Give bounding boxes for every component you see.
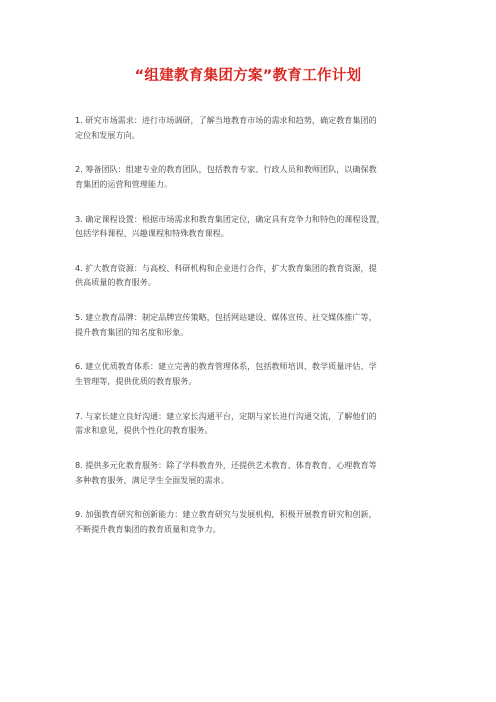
- plan-item-1: [75, 113, 435, 142]
- plan-item-line: 提升教育集团的知名度和形象。: [75, 326, 189, 337]
- plan-item-line: 2. 筹备团队：组建专业的教育团队，包括教育专家、行政人员和教师团队，以确保教: [75, 164, 377, 175]
- plan-item-2: [75, 162, 435, 191]
- plan-item-4: [75, 261, 435, 290]
- plan-item-6: [75, 359, 435, 388]
- plan-item-7: [75, 409, 435, 438]
- plan-item-line: 9. 加强教育研究和创新能力：建立教育研究与发展机构，积极开展教育研究和创新，: [75, 509, 377, 520]
- plan-item-line: 6. 建立优质教育体系：建立完善的教育管理体系，包括教师培训、教学质量评估、学: [75, 361, 377, 372]
- plan-item-line: 多种教育服务，满足学生全面发展的需求。: [75, 474, 229, 485]
- document-title: “组建教育集团方案”教育工作计划: [134, 68, 362, 84]
- plan-item-line: 8. 提供多元化教育服务：除了学科教育外，还提供艺术教育、体育教育、心理教育等: [75, 460, 377, 471]
- plan-item-line: 定位和发展方向。: [75, 129, 140, 140]
- plan-item-line: 5. 建立教育品牌：制定品牌宣传策略，包括网站建设、媒体宣传、社交媒体推广等，: [75, 312, 377, 323]
- plan-item-line: 需求和意见，提供个性化的教育服务。: [75, 425, 213, 436]
- plan-item-8: [75, 458, 435, 487]
- plan-item-line: 供高质量的教育服务。: [75, 277, 156, 288]
- plan-item-line: 1. 研究市场需求：进行市场调研，了解当地教育市场的需求和趋势，确定教育集团的: [75, 115, 377, 125]
- plan-item-line: 包括学科课程、兴趣课程和特殊教育课程。: [75, 228, 229, 239]
- plan-item-list: [75, 113, 435, 557]
- plan-item-line: 3. 确定课程设置：根据市场需求和教育集团定位，确定具有竞争力和特色的课程设置，: [75, 213, 385, 224]
- plan-item-line: 生管理等，提供优质的教育服务。: [75, 375, 197, 386]
- plan-item-line: 7. 与家长建立良好沟通：建立家长沟通平台，定期与家长进行沟通交流，了解他们的: [75, 410, 377, 421]
- plan-item-line: 育集团的运营和管理能力。: [75, 178, 173, 189]
- plan-item-line: 4. 扩大教育资源：与高校、科研机构和企业进行合作，扩大教育集团的教育资源，提: [75, 262, 377, 273]
- plan-item-line: 不断提升教育集团的教育质量和竞争力。: [75, 523, 221, 534]
- plan-item-3: [75, 212, 435, 241]
- plan-item-5: [75, 310, 435, 339]
- plan-item-9: [75, 507, 435, 536]
